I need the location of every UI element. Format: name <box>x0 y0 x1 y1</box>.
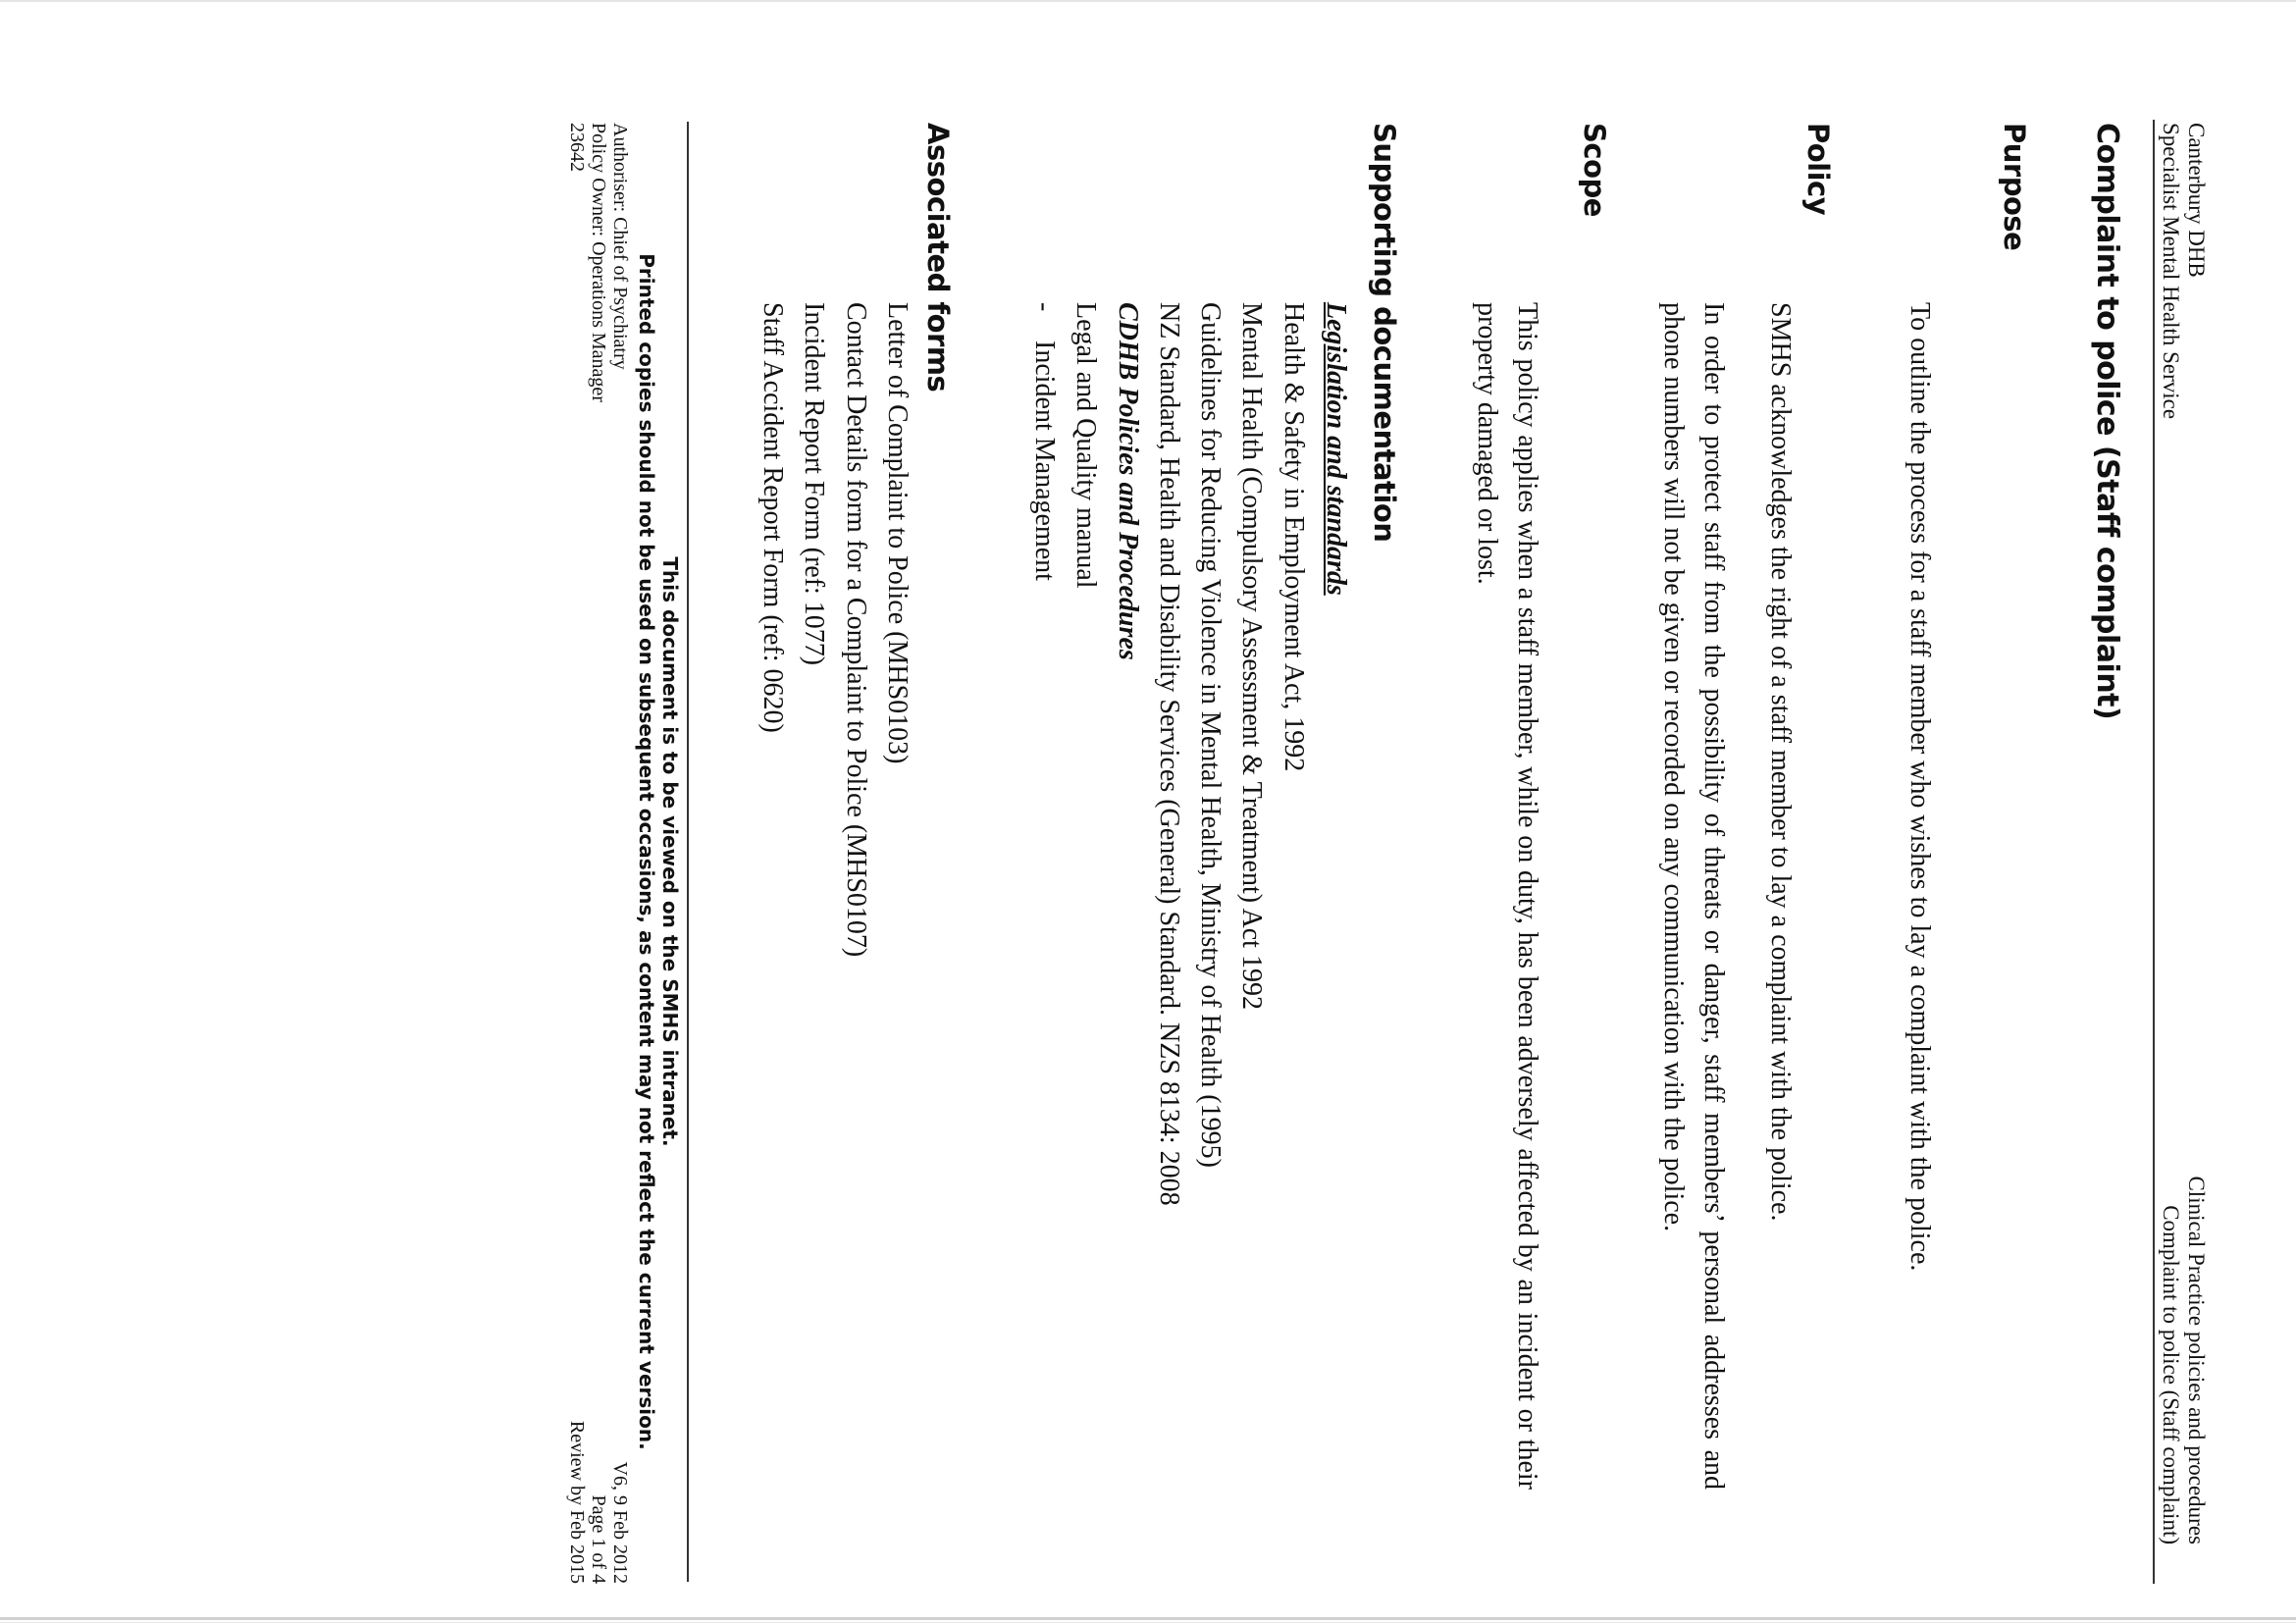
footer-page: Page 1 of 4 <box>588 1494 609 1584</box>
cdhb-item: Legal and Quality manual <box>1070 302 1101 589</box>
dash-bullet: - <box>1029 302 1060 312</box>
purpose-text: To outline the process for a staff member who wishes to lay a complaint with the police. <box>1905 302 1935 1272</box>
dash-item-text: Incident Management <box>1029 340 1060 581</box>
policy-text-1: SMHS acknowledges the right of a staff member to lay a complaint with the police. <box>1765 302 1796 1222</box>
purpose-heading: Purpose <box>1998 123 2031 251</box>
footer-owner: Policy Owner: Operations Manager <box>588 123 609 402</box>
scope-text: This policy applies when a staff member, while on duty, has been adversely affected by an incident or their property damaged or lost. <box>1472 302 1542 1490</box>
footer-notice-line1: This document is to be viewed on the SMHS intranet. <box>658 556 682 1147</box>
header-rule <box>2153 120 2155 1584</box>
form-item: Letter of Complaint to Police (MHS0103) <box>882 302 913 764</box>
header-org-line1: Canterbury DHB <box>2184 123 2209 278</box>
legislation-item: Health & Safety in Employment Act, 1992 <box>1278 302 1309 772</box>
legislation-item: NZ Standard, Health and Disability Services (General) Standard. NZS 8134: 2008 <box>1154 302 1184 1206</box>
form-item: Staff Accident Report Form (ref: 0620) <box>757 302 788 733</box>
legislation-heading: Legislation and standards <box>1321 302 1351 596</box>
footer-doc-id: 23642 <box>566 123 588 172</box>
document-title: Complaint to police (Staff complaint) <box>2090 123 2124 720</box>
supporting-heading: Supporting documentation <box>1368 123 1401 543</box>
footer-version: V6, 9 Feb 2012 <box>609 1461 631 1584</box>
forms-heading: Associated forms <box>921 123 955 393</box>
legislation-item: Mental Health (Compulsory Assessment & Treatment) Act 1992 <box>1236 302 1267 1010</box>
footer-rule <box>687 122 689 1582</box>
footer-review: Review by Feb 2015 <box>566 1420 588 1584</box>
header-series-line2: Complaint to police (Staff complaint) <box>2159 1205 2183 1544</box>
header-series-line1: Clinical Practice policies and procedures <box>2184 1176 2209 1544</box>
policy-text-2: In order to protect staff from the possibility of threats or danger, staff members’ personal addresses and phone numbers will not be given or recorded on any communication with the police. <box>1658 302 1729 1490</box>
form-item: Incident Report Form (ref: 1077) <box>799 302 829 666</box>
legislation-item: Guidelines for Reducing Violence in Mental Health, Ministry of Health (1995) <box>1195 302 1226 1168</box>
footer-notice-line2: Printed copies should not be used on subsequent occasions, as content may not reflect the current version. <box>635 253 658 1450</box>
policy-heading: Policy <box>1801 123 1835 216</box>
cdhb-heading: CDHB Policies and Procedures <box>1113 302 1143 660</box>
form-item: Contact Details form for a Complaint to Police (MHS0107) <box>841 302 871 958</box>
scope-heading: Scope <box>1578 123 1611 217</box>
header-org-line2: Specialist Mental Health Service <box>2159 123 2183 420</box>
footer-authoriser: Authoriser: Chief of Psychiatry <box>609 123 631 370</box>
